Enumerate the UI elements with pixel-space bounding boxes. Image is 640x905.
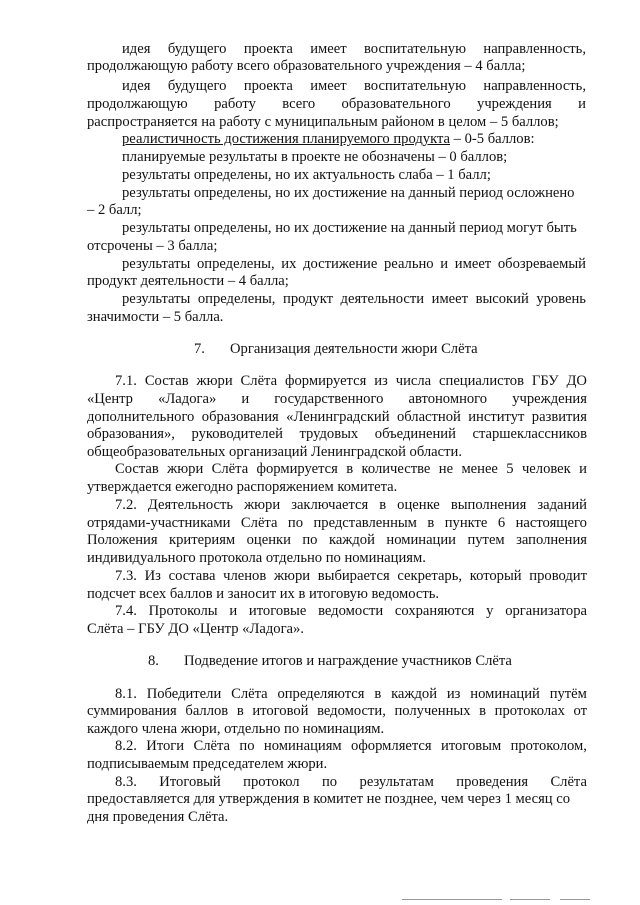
word: количестве <box>361 461 431 477</box>
word: не <box>438 461 454 477</box>
word: имеет <box>310 41 347 57</box>
word: образования <box>201 409 279 425</box>
criteria-line: продолжающую работу всего образовательного учреждения – 4 балла; <box>87 58 526 74</box>
word: проекта <box>243 41 293 57</box>
section-7-title: Организация деятельности жюри Слёта <box>230 341 478 357</box>
criteria-line: продукт деятельности – 4 балла; <box>87 273 289 289</box>
word: от <box>573 703 587 719</box>
criteria-line: значимости – 5 балла. <box>87 309 224 325</box>
word: у <box>486 603 494 619</box>
word: имеет <box>431 291 469 307</box>
word: будущего <box>167 78 227 94</box>
paragraph-line <box>87 515 587 532</box>
paragraph-line: дня проведения Слёта. <box>87 809 229 825</box>
paragraph-line: Слёта – ГБУ ДО «Центр «Ладога». <box>87 621 304 637</box>
paragraph-line: подписываемым председателем жюри. <box>87 756 328 772</box>
word: продолжающую <box>87 96 188 112</box>
word: по <box>287 515 304 531</box>
paragraph-line <box>115 686 587 703</box>
word: в <box>236 703 244 719</box>
word: из <box>374 373 388 389</box>
word: ведомости <box>318 603 384 619</box>
word: и <box>579 461 587 477</box>
word: 7.1. <box>115 373 137 389</box>
word: проводит <box>529 568 587 584</box>
word: государственного <box>274 391 384 407</box>
word: воспитательную <box>364 78 467 94</box>
word: реально <box>384 256 434 272</box>
word: номинации <box>386 532 456 548</box>
word: 8.2. <box>115 738 137 754</box>
word: в <box>427 515 435 531</box>
word: 8.3. <box>115 774 137 790</box>
word: полученных <box>394 703 471 719</box>
word: результаты <box>122 291 191 307</box>
word: 7.3. <box>115 568 137 584</box>
criteria-line <box>122 41 586 58</box>
scan-artifact <box>402 899 502 900</box>
word: достижение <box>303 256 378 272</box>
word: оформляется <box>351 738 432 754</box>
word: формируется <box>285 373 367 389</box>
paragraph-line: индивидуального протокола отдельно по номинациям. <box>87 550 426 566</box>
paragraph-line: утверждается ежегодно распоряжением комитета. <box>87 479 398 495</box>
word: проекта <box>243 78 293 94</box>
paragraph-line <box>87 391 587 408</box>
word: Слёта <box>193 738 231 754</box>
word: членов <box>223 568 267 584</box>
word: определены, <box>197 291 276 307</box>
word: каждой <box>391 686 438 702</box>
word: состава <box>168 568 216 584</box>
word: жюри <box>196 373 233 389</box>
word: менее <box>461 461 498 477</box>
word: 6 <box>497 515 506 531</box>
criteria-line <box>87 96 586 113</box>
word: продукт <box>283 291 333 307</box>
realism-title: реалистичность достижения планируемого продукта <box>122 131 450 147</box>
paragraph-line: общеобразовательных организаций Ленинградской области. <box>87 444 462 460</box>
word: воспитательную <box>364 41 467 57</box>
word: заполнения <box>516 532 587 548</box>
section-8-number: 8. <box>148 653 159 669</box>
word: имеет <box>454 256 492 272</box>
word: уровень <box>536 291 586 307</box>
word: Итоги <box>146 738 185 754</box>
word: суммирования <box>87 703 177 719</box>
word: ДО <box>566 373 587 389</box>
word: по <box>302 532 318 548</box>
word: путём <box>549 686 587 702</box>
word: результатам <box>359 774 434 790</box>
paragraph-line: каждого члена жюри, отдельно по номинациям. <box>87 721 385 737</box>
word: в <box>374 686 382 702</box>
criteria-line: распространяется на работу с муниципальным районом в целом – 5 баллов; <box>87 114 559 130</box>
word: проведения <box>456 774 529 790</box>
paragraph-line <box>115 497 587 514</box>
word: итоговым <box>441 738 502 754</box>
word: идея <box>122 78 151 94</box>
word: трудовых <box>299 426 359 442</box>
word: Протоколы <box>148 603 218 619</box>
word: Победители <box>146 686 222 702</box>
realism-range: – 0-5 баллов: <box>450 131 535 147</box>
word: по <box>322 774 338 790</box>
word: протоколом, <box>510 738 587 754</box>
paragraph-line <box>87 532 587 549</box>
word: человек <box>521 461 571 477</box>
word: учреждения <box>512 391 587 407</box>
word: учреждения <box>477 96 552 112</box>
word: идея <box>122 41 151 57</box>
criteria-line: отсрочены – 3 балла; <box>87 238 218 254</box>
criteria-line: – 2 балл; <box>87 202 142 218</box>
word: ведомости, <box>317 703 386 719</box>
word: жюри <box>244 497 281 513</box>
criteria-line: результаты определены, но их достижение на данный период могут быть <box>122 220 577 236</box>
word: дополнительного <box>87 409 195 425</box>
word: «Центр <box>87 391 133 407</box>
word: объединений <box>374 426 456 442</box>
word: институт <box>468 409 525 425</box>
paragraph-line <box>87 426 587 443</box>
word: работу <box>214 96 256 112</box>
word: Состав <box>144 373 189 389</box>
word: Из <box>144 568 161 584</box>
criteria-line <box>122 291 586 308</box>
word: в <box>346 461 354 477</box>
section-7-number: 7. <box>194 341 205 357</box>
word: Слёта <box>211 461 249 477</box>
word: организатора <box>505 603 587 619</box>
criteria-line: результаты определены, но их актуальность слаба – 1 балл; <box>122 167 491 183</box>
word: Деятельность <box>147 497 234 513</box>
word: и <box>440 256 449 272</box>
scan-artifact <box>560 899 590 900</box>
word: высокий <box>475 291 529 307</box>
word: и <box>241 391 250 407</box>
word: каждой <box>328 532 375 548</box>
word: Итоговый <box>159 774 221 790</box>
word: оценки <box>246 532 291 548</box>
word: выполнения <box>450 497 527 513</box>
paragraph-line <box>115 461 587 478</box>
word: определяются <box>277 686 365 702</box>
word: развития <box>531 409 587 425</box>
paragraph-line <box>115 373 587 390</box>
word: 7.2. <box>115 497 137 513</box>
word: определены, <box>196 256 275 272</box>
word: и <box>229 603 238 619</box>
criteria-line <box>122 131 535 148</box>
word: выбирается <box>317 568 390 584</box>
word: Состав <box>115 461 159 477</box>
criteria-line: результаты определены, но их достижение на данный период осложнено <box>122 185 575 201</box>
word: Слёта <box>240 515 278 531</box>
paragraph-line <box>87 703 587 720</box>
word: Положения <box>87 532 158 548</box>
criteria-line <box>122 78 586 95</box>
scan-artifact <box>510 899 550 900</box>
word: деятельности <box>340 291 425 307</box>
paragraph-line: предоставляется для утверждения в комитет не позднее, чем через 1 месяц со <box>87 791 571 807</box>
word: направленность, <box>483 41 586 57</box>
word: специалистов <box>439 373 524 389</box>
paragraph-line <box>115 603 587 620</box>
word: настоящего <box>515 515 587 531</box>
word: жюри <box>167 461 204 477</box>
criteria-line: планируемые результаты в проекте не обозначены – 0 баллов; <box>122 149 508 165</box>
word: областной <box>396 409 461 425</box>
word: итоговые <box>248 603 307 619</box>
word: сохраняются <box>394 603 475 619</box>
word: пункте <box>444 515 488 531</box>
word: их <box>281 256 297 272</box>
word: всего <box>282 96 316 112</box>
word: протокол <box>243 774 300 790</box>
word: отрядами-участниками <box>87 515 231 531</box>
word: ГБУ <box>531 373 559 389</box>
word: руководителей <box>191 426 283 442</box>
paragraph-line <box>115 568 587 585</box>
word: жюри <box>273 568 311 584</box>
word: секретарь, <box>397 568 463 584</box>
word: имеет <box>310 78 347 94</box>
word: номинациям <box>263 738 342 754</box>
criteria-line <box>122 256 586 273</box>
word: будущего <box>167 41 227 57</box>
word: направленность, <box>483 78 586 94</box>
word: 8.1. <box>115 686 137 702</box>
word: итоговой <box>252 703 309 719</box>
word: путем <box>467 532 505 548</box>
word: представленным <box>313 515 417 531</box>
word: по <box>239 738 255 754</box>
word: который <box>469 568 522 584</box>
word: образовательного <box>341 96 451 112</box>
word: Слёта <box>231 686 268 702</box>
word: формируется <box>256 461 338 477</box>
word: протоколах <box>494 703 565 719</box>
word: Слёта <box>550 774 587 790</box>
word: обозреваемый <box>497 256 586 272</box>
word: из <box>446 686 461 702</box>
paragraph-line <box>87 409 587 426</box>
paragraph-line <box>115 774 587 791</box>
word: числа <box>395 373 432 389</box>
word: в <box>379 497 387 513</box>
paragraph-line: подсчет всех баллов и заносит их в итоговую ведомость. <box>87 586 440 602</box>
word: баллов <box>185 703 229 719</box>
section-8-title: Подведение итогов и награждение участников Слёта <box>184 653 512 669</box>
word: критериям <box>169 532 236 548</box>
word: «Ленинградский <box>286 409 390 425</box>
word: заключается <box>291 497 369 513</box>
word: 7.4. <box>115 603 137 619</box>
word: старшеклассников <box>472 426 587 442</box>
word: номинаций <box>470 686 540 702</box>
word: в <box>479 703 487 719</box>
word: автономного <box>408 391 488 407</box>
word: 5 <box>506 461 514 477</box>
word: и <box>578 96 586 112</box>
word: оценке <box>397 497 440 513</box>
word: заданий <box>537 497 587 513</box>
word: Слёта <box>240 373 278 389</box>
word: результаты <box>122 256 191 272</box>
paragraph-line <box>115 738 587 755</box>
word: «Ладога» <box>158 391 217 407</box>
word: образования», <box>87 426 175 442</box>
